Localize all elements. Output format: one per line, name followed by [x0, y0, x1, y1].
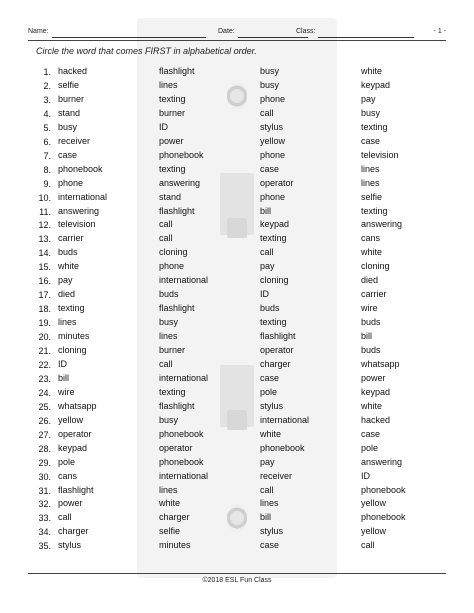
word-option[interactable]: white	[361, 247, 383, 258]
word-option[interactable]: ID	[361, 470, 370, 481]
word-option[interactable]: keypad	[361, 386, 391, 397]
word-option[interactable]: international	[260, 414, 310, 425]
word-option[interactable]: case	[260, 372, 280, 383]
word-option[interactable]: international	[159, 372, 209, 383]
word-option[interactable]: lines	[260, 498, 279, 509]
word-option[interactable]: phonebook	[159, 149, 204, 160]
question-number: 8.	[43, 164, 51, 175]
question-row	[0, 219, 474, 233]
question-number: 30.	[38, 471, 51, 482]
word-option[interactable]: white	[58, 261, 80, 272]
word-option[interactable]: flashlight	[159, 66, 195, 76]
word-option[interactable]: bill	[260, 205, 272, 216]
question-row	[0, 526, 474, 540]
word-option[interactable]: cloning	[159, 247, 188, 258]
word-option[interactable]: lines	[159, 331, 178, 342]
word-option[interactable]: ID	[58, 358, 67, 369]
word-option[interactable]: lines	[159, 79, 178, 90]
word-option[interactable]: case	[361, 428, 381, 439]
question-number: 29.	[38, 457, 51, 468]
word-option[interactable]: phonebook	[361, 512, 406, 523]
word-option[interactable]: burner	[159, 345, 186, 355]
word-option[interactable]: television	[58, 219, 96, 230]
word-option[interactable]: busy	[159, 414, 179, 425]
question-number: 10.	[38, 192, 51, 203]
word-option[interactable]: minutes	[58, 331, 90, 342]
word-option[interactable]: answering	[159, 177, 201, 188]
word-option[interactable]: texting	[58, 303, 85, 314]
word-option[interactable]: white	[159, 498, 181, 509]
word-option[interactable]: case	[260, 540, 280, 551]
question-number: 28.	[38, 443, 51, 454]
word-option[interactable]: flashlight	[58, 484, 94, 495]
word-option[interactable]: pay	[361, 93, 376, 104]
word-option[interactable]: buds	[361, 317, 381, 328]
question-row	[0, 136, 474, 150]
word-option[interactable]: buds	[361, 345, 381, 355]
word-option[interactable]: stylus	[260, 400, 284, 411]
word-option[interactable]: pay	[260, 261, 275, 272]
word-option[interactable]: keypad	[58, 442, 88, 453]
word-option[interactable]: call	[159, 233, 173, 244]
question-row	[0, 359, 474, 373]
question-row	[0, 443, 474, 457]
word-option[interactable]: texting	[159, 93, 186, 104]
question-row	[0, 401, 474, 415]
word-option[interactable]: flashlight	[159, 303, 195, 314]
word-option[interactable]: cloning	[58, 345, 87, 355]
question-number: 35.	[38, 541, 51, 552]
question-number: 31.	[38, 485, 51, 496]
word-option[interactable]: charger	[159, 512, 190, 523]
word-option[interactable]: wire	[58, 386, 75, 397]
word-option[interactable]: pay	[260, 456, 275, 467]
question-number: 16.	[38, 276, 51, 287]
word-option[interactable]: hacked	[58, 66, 88, 76]
question-row	[0, 94, 474, 108]
word-option[interactable]: busy	[260, 66, 280, 76]
question-number: 24.	[38, 387, 51, 398]
word-option[interactable]: flashlight	[159, 205, 195, 216]
word-option[interactable]: yellow	[361, 526, 387, 537]
word-option[interactable]: call	[260, 107, 274, 118]
word-option[interactable]: answering	[361, 456, 403, 467]
word-option[interactable]: phone	[159, 261, 185, 272]
question-number: 20.	[38, 332, 51, 343]
word-option[interactable]: burner	[159, 107, 186, 118]
word-option[interactable]: bill	[58, 372, 70, 383]
question-row	[0, 540, 474, 554]
class-field-line[interactable]	[318, 37, 414, 38]
word-option[interactable]: case	[260, 163, 280, 174]
word-option[interactable]: white	[361, 400, 383, 411]
copyright-footer: ©2018 ESL Fun Class	[202, 577, 272, 584]
word-option[interactable]: texting	[260, 317, 287, 328]
word-option[interactable]: phonebook	[58, 163, 103, 174]
word-option[interactable]: operator	[159, 442, 193, 453]
word-option[interactable]: busy	[58, 121, 78, 132]
name-label: Name:	[28, 28, 49, 35]
word-option[interactable]: texting	[361, 121, 388, 132]
word-option[interactable]: phonebook	[159, 428, 204, 439]
word-option[interactable]: whatsapp	[58, 400, 97, 411]
word-option[interactable]: texting	[159, 386, 186, 397]
word-option[interactable]: cans	[361, 233, 381, 244]
word-option[interactable]: yellow	[260, 135, 286, 146]
word-option[interactable]: cans	[58, 470, 78, 481]
question-number: 17.	[38, 290, 51, 301]
question-row	[0, 80, 474, 94]
question-number: 15.	[38, 262, 51, 273]
question-number: 18.	[38, 304, 51, 315]
word-option[interactable]: cloning	[260, 275, 289, 286]
word-option[interactable]: power	[58, 498, 83, 509]
word-option[interactable]: pole	[361, 442, 379, 453]
word-option[interactable]: wire	[361, 303, 378, 314]
word-option[interactable]: phone	[260, 93, 286, 104]
question-row	[0, 164, 474, 178]
instructions: Circle the word that comes FIRST in alphabetical order.	[36, 46, 257, 56]
footer-divider	[28, 573, 446, 574]
word-option[interactable]: call	[159, 219, 173, 230]
word-option[interactable]: phone	[260, 191, 286, 202]
word-option[interactable]: pay	[58, 275, 73, 286]
word-option[interactable]: busy	[361, 107, 381, 118]
word-option[interactable]: stand	[58, 107, 81, 118]
word-option[interactable]: burner	[58, 93, 85, 104]
word-option[interactable]: call	[58, 512, 72, 523]
word-option[interactable]: ID	[260, 289, 269, 300]
word-option[interactable]: operator	[58, 428, 92, 439]
word-option[interactable]: flashlight	[159, 400, 195, 411]
question-row	[0, 150, 474, 164]
word-option[interactable]: lines	[361, 163, 380, 174]
word-option[interactable]: white	[260, 428, 282, 439]
word-option[interactable]: answering	[58, 205, 100, 216]
worksheet-header	[28, 28, 446, 40]
question-number: 4.	[43, 108, 51, 119]
question-row	[0, 192, 474, 206]
header-divider	[28, 40, 446, 41]
question-row	[0, 206, 474, 220]
word-option[interactable]: pole	[58, 456, 76, 467]
word-option[interactable]: whatsapp	[361, 358, 400, 369]
word-option[interactable]: international	[159, 470, 209, 481]
question-row	[0, 247, 474, 261]
word-option[interactable]: answering	[361, 219, 403, 230]
question-row	[0, 317, 474, 331]
question-number: 26.	[38, 415, 51, 426]
question-number: 6.	[43, 136, 51, 147]
question-row	[0, 289, 474, 303]
question-row	[0, 303, 474, 317]
word-option[interactable]: stylus	[260, 526, 284, 537]
word-option[interactable]: died	[361, 275, 379, 286]
word-option[interactable]: selfie	[58, 79, 80, 90]
word-option[interactable]: bill	[361, 331, 373, 342]
word-option[interactable]: phonebook	[260, 442, 305, 453]
question-number: 27.	[38, 429, 51, 440]
word-option[interactable]: international	[58, 191, 108, 202]
word-option[interactable]: phonebook	[361, 484, 406, 495]
word-option[interactable]: keypad	[260, 219, 290, 230]
word-option[interactable]: stylus	[260, 121, 284, 132]
question-row	[0, 122, 474, 136]
word-option[interactable]: carrier	[58, 233, 84, 244]
word-option[interactable]: call	[159, 358, 173, 369]
question-row	[0, 415, 474, 429]
word-option[interactable]: flashlight	[260, 331, 296, 342]
page-number: - 1 -	[433, 28, 446, 35]
word-option[interactable]: selfie	[361, 191, 383, 202]
question-row	[0, 331, 474, 345]
word-option[interactable]: call	[260, 247, 274, 258]
word-option[interactable]: buds	[159, 289, 179, 300]
word-option[interactable]: power	[361, 372, 386, 383]
word-option[interactable]: pole	[260, 386, 278, 397]
word-option[interactable]: stand	[159, 191, 182, 202]
question-number: 9.	[43, 178, 51, 189]
word-option[interactable]: busy	[260, 79, 280, 90]
question-number: 33.	[38, 513, 51, 524]
date-label: Date:	[218, 28, 235, 35]
question-row	[0, 178, 474, 192]
word-option[interactable]: died	[58, 289, 76, 300]
question-row	[0, 275, 474, 289]
word-option[interactable]: carrier	[361, 289, 387, 300]
question-row	[0, 498, 474, 512]
word-option[interactable]: lines	[361, 177, 380, 188]
question-row	[0, 66, 474, 80]
question-number: 21.	[38, 346, 51, 356]
word-option[interactable]: yellow	[361, 498, 387, 509]
word-option[interactable]: international	[159, 275, 209, 286]
word-option[interactable]: operator	[260, 345, 294, 355]
word-option[interactable]: hacked	[361, 414, 391, 425]
question-number: 11.	[39, 206, 51, 217]
word-option[interactable]: receiver	[260, 470, 293, 481]
word-option[interactable]: stylus	[58, 540, 82, 551]
word-option[interactable]: ID	[159, 121, 168, 132]
question-row	[0, 373, 474, 387]
question-row	[0, 261, 474, 275]
word-option[interactable]: case	[361, 135, 381, 146]
word-option[interactable]: bill	[260, 512, 272, 523]
question-number: 5.	[43, 122, 51, 133]
word-option[interactable]: phone	[58, 177, 84, 188]
word-option[interactable]: selfie	[159, 526, 181, 537]
question-row	[0, 471, 474, 485]
question-number: 7.	[43, 150, 51, 161]
question-number: 3.	[43, 94, 51, 105]
question-number: 12.	[38, 220, 51, 231]
word-option[interactable]: call	[260, 484, 274, 495]
word-option[interactable]: television	[361, 149, 399, 160]
word-option[interactable]: operator	[260, 177, 294, 188]
word-option[interactable]: call	[361, 540, 375, 551]
question-number: 25.	[38, 401, 51, 412]
question-row	[0, 485, 474, 499]
word-option[interactable]: charger	[58, 526, 89, 537]
word-option[interactable]: yellow	[58, 414, 84, 425]
word-option[interactable]: phonebook	[159, 456, 204, 467]
question-number: 23.	[38, 373, 51, 384]
question-row	[0, 457, 474, 471]
word-option[interactable]: buds	[260, 303, 280, 314]
word-option[interactable]: minutes	[159, 540, 191, 551]
word-option[interactable]: busy	[159, 317, 179, 328]
word-option[interactable]: buds	[58, 247, 78, 258]
question-row	[0, 512, 474, 526]
word-option[interactable]: charger	[260, 358, 291, 369]
question-row	[0, 233, 474, 247]
question-number: 1.	[43, 67, 51, 77]
word-option[interactable]: keypad	[361, 79, 391, 90]
word-option[interactable]: phone	[260, 149, 286, 160]
word-option[interactable]: receiver	[58, 135, 91, 146]
word-option[interactable]: white	[361, 66, 383, 76]
name-field-line[interactable]	[52, 37, 206, 38]
question-number: 34.	[38, 527, 51, 538]
word-option[interactable]: cloning	[361, 261, 390, 272]
word-option[interactable]: texting	[260, 233, 287, 244]
question-number: 14.	[38, 248, 51, 259]
word-option[interactable]: texting	[159, 163, 186, 174]
word-option[interactable]: case	[58, 149, 78, 160]
date-field-line[interactable]	[238, 37, 308, 38]
question-number: 13.	[38, 234, 51, 245]
question-number: 2.	[43, 80, 51, 91]
question-row	[0, 108, 474, 122]
class-label: Class:	[296, 28, 316, 35]
word-option[interactable]: lines	[58, 317, 77, 328]
question-row	[0, 387, 474, 401]
question-number: 22.	[38, 359, 51, 370]
word-option[interactable]: lines	[159, 484, 178, 495]
question-number: 19.	[38, 318, 51, 329]
word-option[interactable]: power	[159, 135, 184, 146]
question-row	[0, 429, 474, 443]
word-option[interactable]: texting	[361, 205, 388, 216]
question-number: 32.	[38, 499, 51, 510]
question-row	[0, 345, 474, 359]
